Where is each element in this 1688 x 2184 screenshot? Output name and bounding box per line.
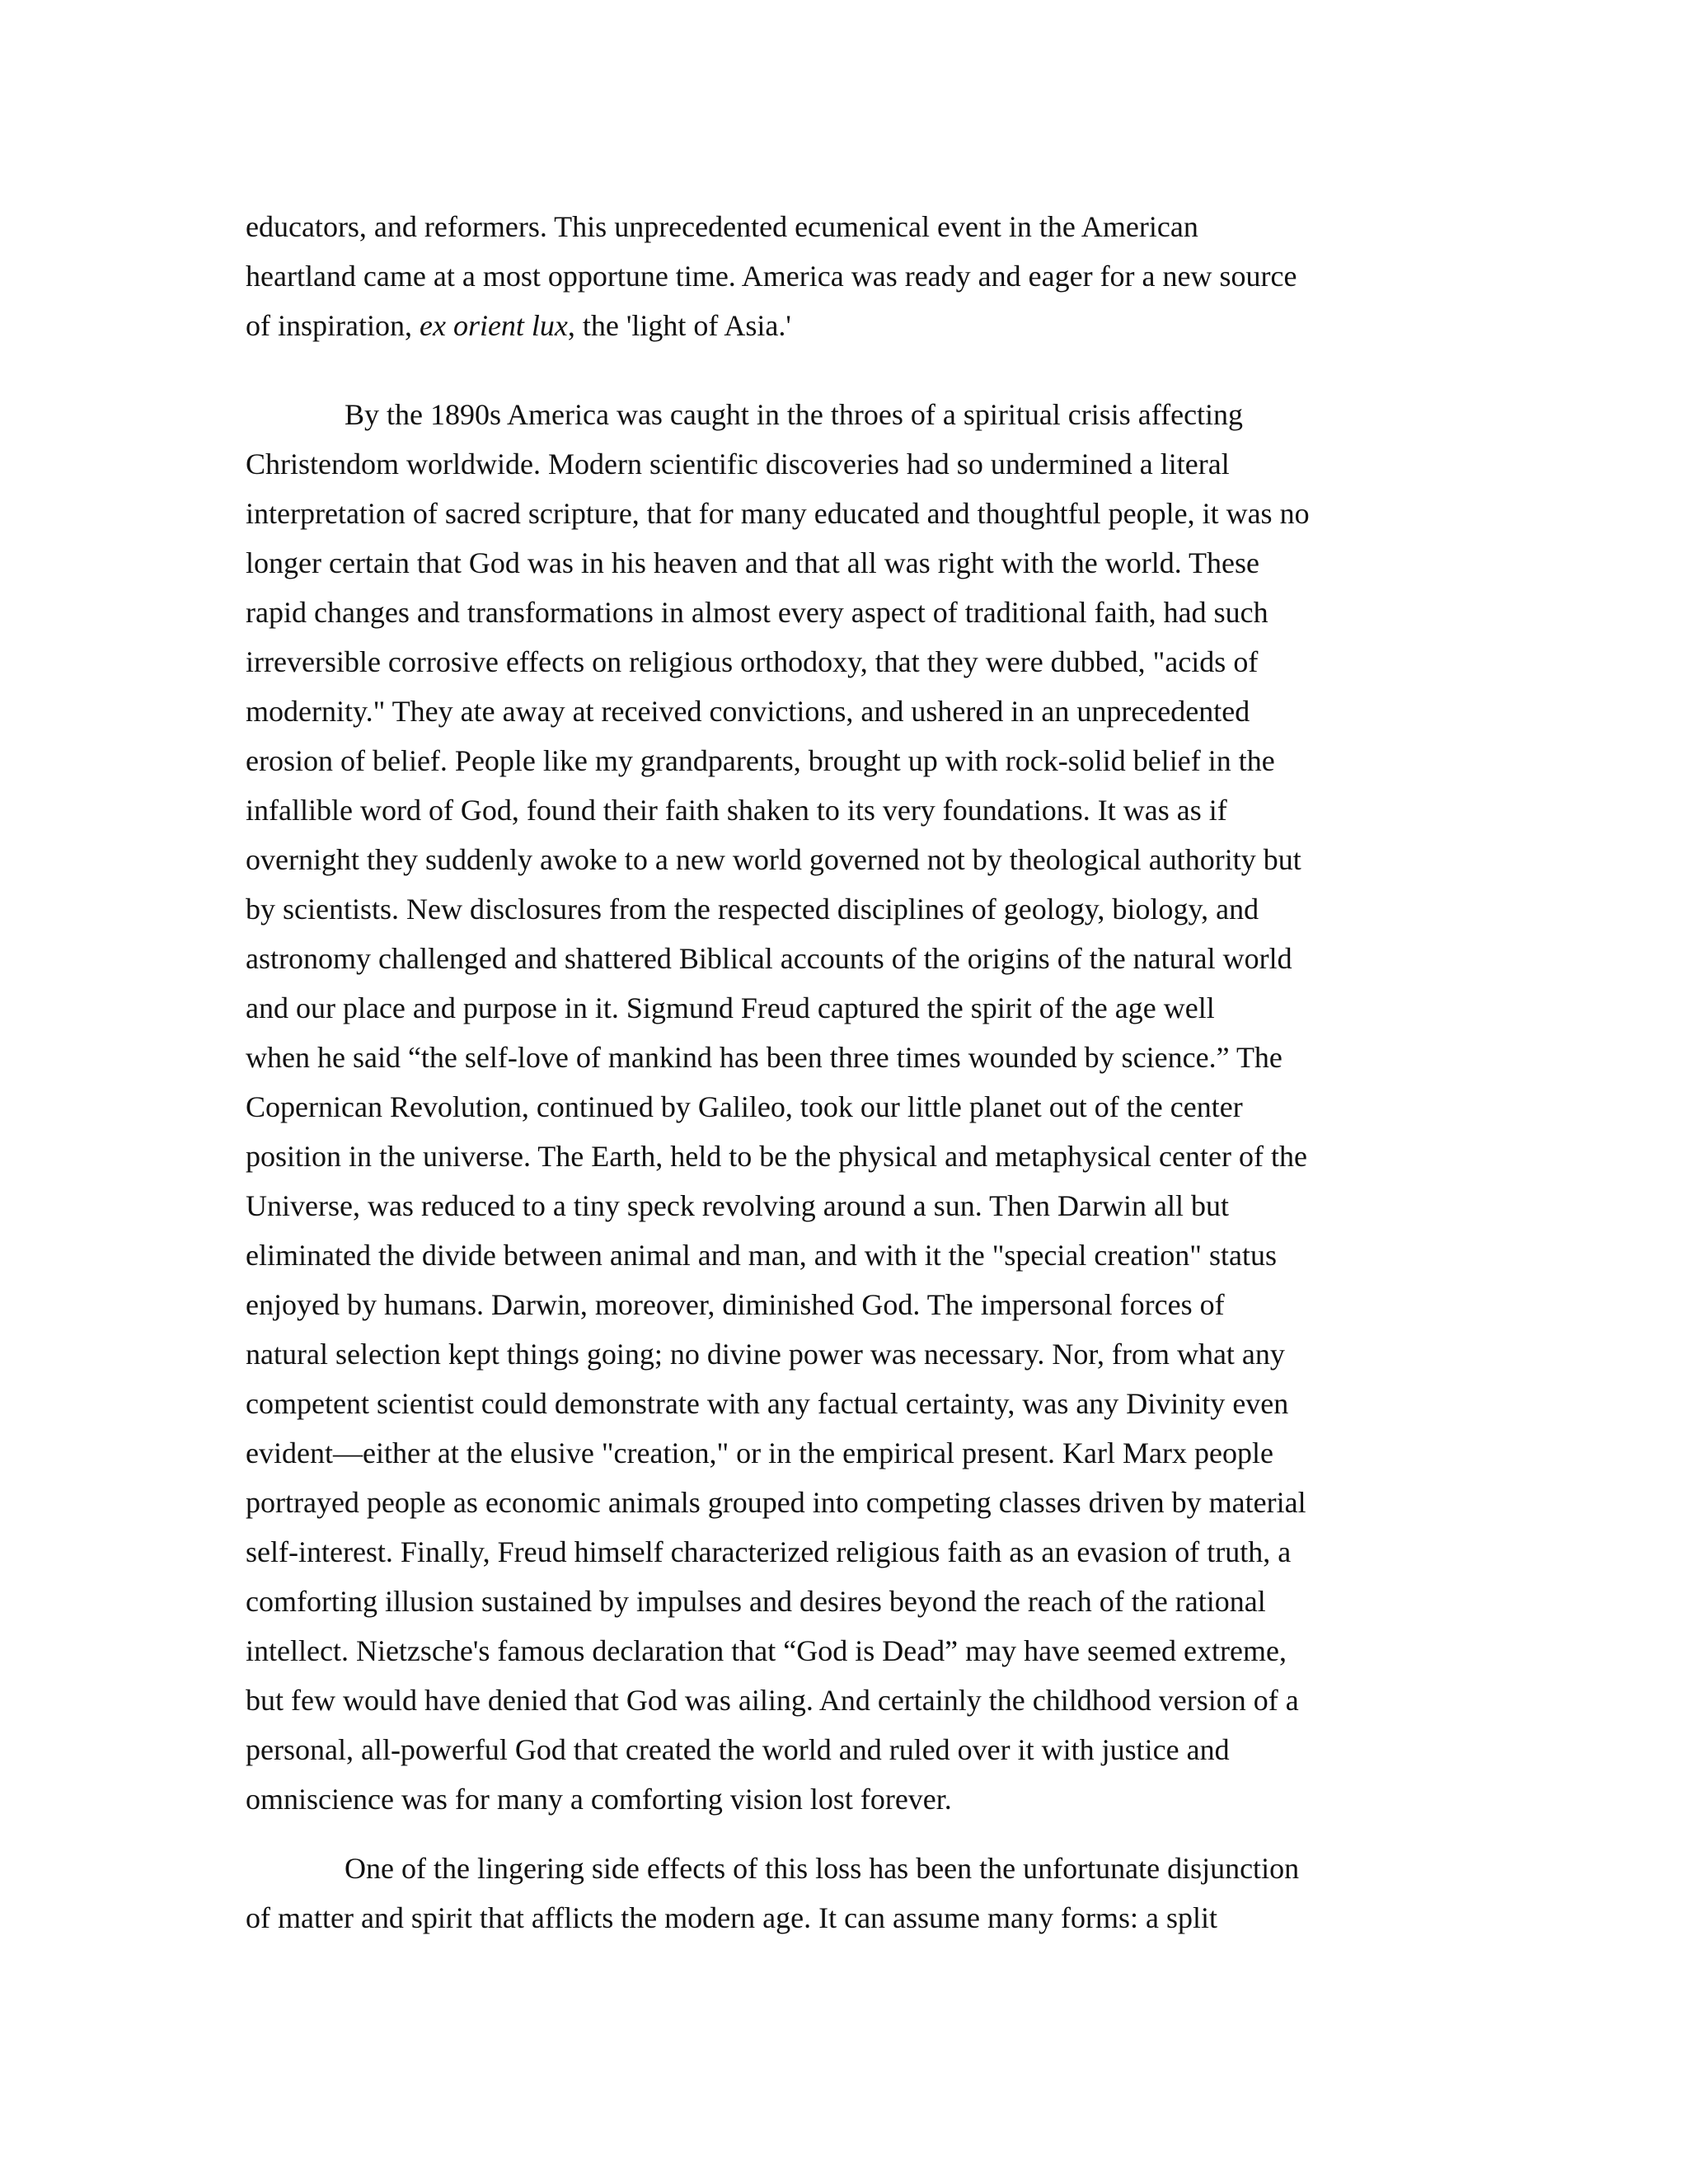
text-line: Christendom worldwide. Modern scientific discoveries had so undermined a literal [246, 448, 1230, 480]
text-line: longer certain that God was in his heaven and that all was right with the world. These [246, 546, 1260, 579]
italic-phrase: ex orient lux [419, 309, 568, 342]
text-line: infallible word of God, found their faith shaken to its very foundations. It was as if [246, 794, 1227, 827]
text-line: of matter and spirit that afflicts the modern age. It can assume many forms: a split [246, 1901, 1217, 1934]
paragraph-3 [246, 1844, 1449, 1943]
text-line: when he said “the self-love of mankind has been three times wounded by science.” The [246, 1041, 1282, 1074]
text-line: position in the universe. The Earth, held to be the physical and metaphysical center of the [246, 1140, 1307, 1173]
text-line: and our place and purpose in it. Sigmund Freud captured the spirit of the age well [246, 991, 1215, 1024]
text-line: astronomy challenged and shattered Biblical accounts of the origins of the natural world [246, 942, 1292, 975]
text-line: enjoyed by humans. Darwin, moreover, diminished God. The impersonal forces of [246, 1288, 1225, 1321]
text-line: comforting illusion sustained by impulses and desires beyond the reach of the rational [246, 1585, 1266, 1618]
text-line: self-interest. Finally, Freud himself characterized religious faith as an evasion of truth, a [246, 1535, 1292, 1568]
text-line [246, 301, 1449, 350]
text-line: educators, and reformers. This unprecedented ecumenical event in the American [246, 210, 1198, 243]
text-line: portrayed people as economic animals grouped into competing classes driven by material [246, 1486, 1306, 1519]
text-segment: , the 'light of Asia.' [567, 309, 791, 342]
text-line: modernity." They ate away at received convictions, and ushered in an unprecedented [246, 695, 1250, 728]
text-line: natural selection kept things going; no divine power was necessary. Nor, from what any [246, 1338, 1285, 1371]
text-line: but few would have denied that God was ailing. And certainly the childhood version of a [246, 1684, 1299, 1717]
text-line: irreversible corrosive effects on religious orthodoxy, that they were dubbed, "acids of [246, 645, 1259, 678]
text-line: by scientists. New disclosures from the respected disciplines of geology, biology, and [246, 893, 1259, 926]
text-line: intellect. Nietzsche's famous declaration that “God is Dead” may have seemed extreme, [246, 1634, 1287, 1667]
text-line: evident—either at the elusive "creation," or in the empirical present. Karl Marx people [246, 1436, 1273, 1469]
text-line: interpretation of sacred scripture, that for many educated and thoughtful people, it was no [246, 497, 1310, 530]
paragraph-2 [246, 390, 1449, 1824]
text-line: Universe, was reduced to a tiny speck revolving around a sun. Then Darwin all but [246, 1189, 1230, 1222]
text-line: heartland came at a most opportune time. America was ready and eager for a new source [246, 260, 1297, 293]
text-line: rapid changes and transformations in almost every aspect of traditional faith, had such [246, 596, 1268, 629]
text-line: Copernican Revolution, continued by Galileo, took our little planet out of the center [246, 1090, 1243, 1123]
text-line: erosion of belief. People like my grandparents, brought up with rock-solid belief in the [246, 744, 1275, 777]
text-line: competent scientist could demonstrate with any factual certainty, was any Divinity even [246, 1387, 1289, 1420]
text-line: eliminated the divide between animal and man, and with it the "special creation" status [246, 1239, 1277, 1272]
text-line: By the 1890s America was caught in the throes of a spiritual crisis affecting [345, 398, 1244, 431]
text-line: overnight they suddenly awoke to a new world governed not by theological authority but [246, 843, 1301, 876]
paragraph-1 [246, 202, 1449, 350]
text-line: One of the lingering side effects of this loss has been the unfortunate disjunction [345, 1852, 1300, 1885]
text-line: personal, all-powerful God that created the world and ruled over it with justice and [246, 1733, 1230, 1766]
text-line: omniscience was for many a comforting vision lost forever. [246, 1783, 952, 1816]
text-segment: of inspiration, [246, 309, 420, 342]
